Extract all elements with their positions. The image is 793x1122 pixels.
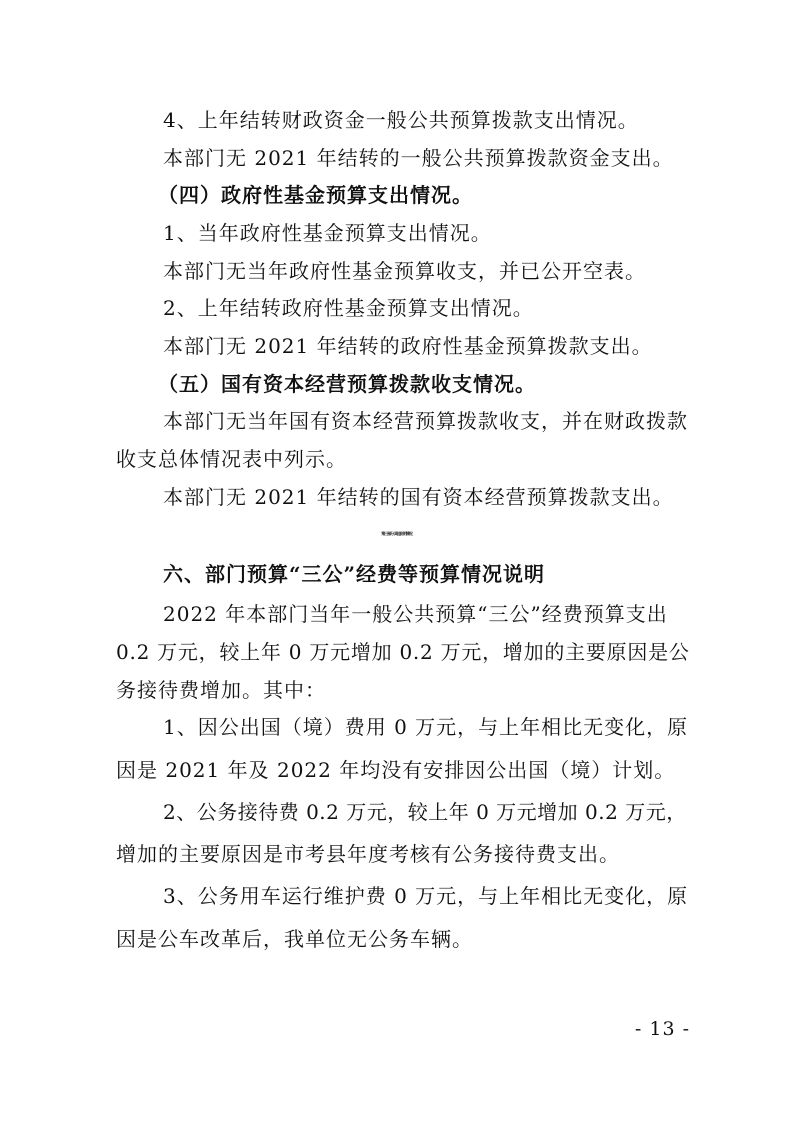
paragraph-line: 增加的主要原因是市考县年度考核有公务接待费支出。 (116, 842, 620, 866)
page-number: - 13 - (634, 1018, 690, 1040)
paragraph-line: 4、上年结转财政资金一般公共预算拨款支出情况。 (163, 108, 639, 132)
section-heading: 六、部门预算“三公”经费等预算情况说明 (163, 562, 546, 586)
paragraph-line: 1、当年政府性基金预算支出情况。 (163, 221, 492, 245)
paragraph-line: 2、公务接待费 0.2 万元，较上年 0 万元增加 0.2 万元， (163, 800, 687, 824)
paragraph-line: 3、公务用车运行维护费 0 万元，与上年相比无变化，原 (163, 884, 689, 908)
paragraph-line: 0.2 万元，较上年 0 万元增加 0.2 万元，增加的主要原因是公 (116, 640, 690, 664)
section-heading: （四）政府性基金预算支出情况。 (158, 183, 473, 207)
paragraph-line: 本部门无当年国有资本经营预算拨款收支，并在财政拨款 (163, 409, 688, 433)
paragraph-line: 因是公车改革后，我单位无公务车辆。 (116, 927, 473, 951)
part-title: 第三部分 其他说明情况 (381, 531, 412, 536)
paragraph-line: 本部门无 2021 年结转的一般公共预算拨款资金支出。 (163, 146, 674, 170)
paragraph-line: 2022 年本部门当年一般公共预算“三公”经费预算支出 (163, 602, 668, 626)
paragraph-line: 务接待费增加。其中： (116, 678, 326, 702)
paragraph-line: 收支总体情况表中列示。 (116, 447, 347, 471)
section-heading: （五）国有资本经营预算拨款收支情况。 (158, 372, 536, 396)
paragraph-line: 2、上年结转政府性基金预算支出情况。 (163, 296, 534, 320)
paragraph-line: 本部门无当年政府性基金预算收支，并已公开空表。 (163, 259, 646, 283)
paragraph-line: 本部门无 2021 年结转的政府性基金预算拨款支出。 (163, 334, 653, 358)
paragraph-line: 1、因公出国（境）费用 0 万元，与上年相比无变化，原 (163, 715, 689, 739)
paragraph-line: 因是 2021 年及 2022 年均没有安排因公出国（境）计划。 (116, 758, 676, 782)
paragraph-line: 本部门无 2021 年结转的国有资本经营预算拨款支出。 (163, 485, 674, 509)
